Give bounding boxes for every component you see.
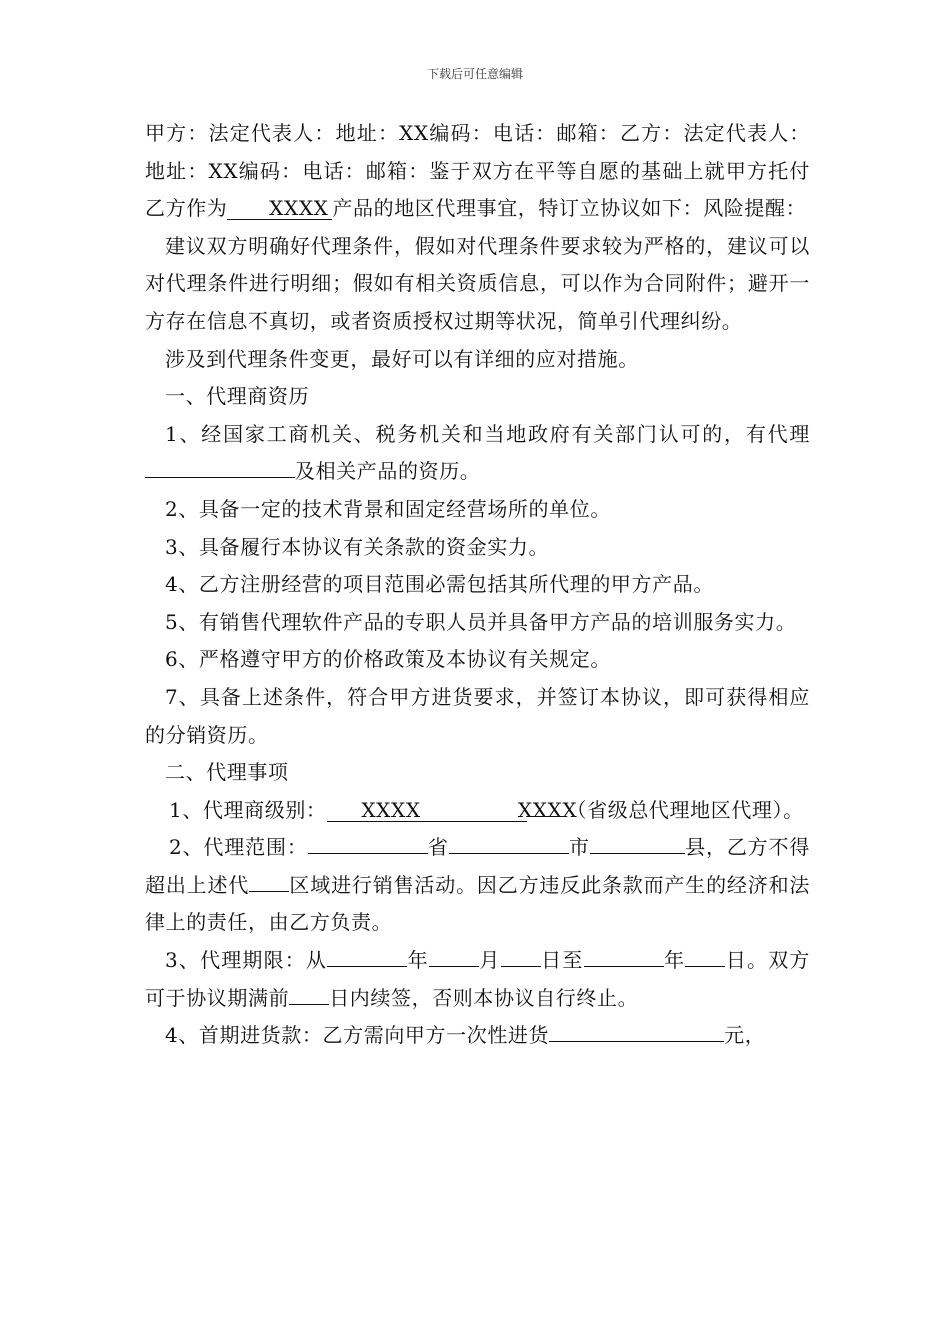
section-2-title: 二、代理事项 xyxy=(165,760,289,785)
s1-item-5: 5、有销售代理软件产品的专职人员并具备甲方产品的培训服务实力。 xyxy=(165,609,797,634)
risk-paragraph-1: 建议双方明确好代理条件，假如对代理条件要求较为严格的，建议可以对代理条件进行明细；假如有相关资质信息，可以作为合同附件；避开一方存在信息不真切，或者资质授权过期等状况，简单引代理纠纷。 xyxy=(145,233,810,333)
section-1-title: 一、代理商资历 xyxy=(165,384,310,409)
s2-item-1: 1、代理商级别： XXXX XXXX（省级总代理地区代理）。 xyxy=(145,792,810,830)
document-body xyxy=(145,115,810,1055)
s2-item-2: 2、代理范围： 省 市 县，乙方不得超出上述代 区域进行销售活动。因乙方违反此条款而产生的经济和法律上的责任，由乙方负责。 xyxy=(145,829,810,942)
first-payment-blank xyxy=(549,1019,724,1042)
intro-paragraph xyxy=(145,115,810,228)
risk-paragraph-2: 涉及到代理条件变更，最好可以有详细的应对措施。 xyxy=(165,346,639,371)
end-day-blank xyxy=(685,944,725,967)
s1-item-2: 2、具备一定的技术背景和固定经营场所的单位。 xyxy=(165,496,611,521)
renewal-days-blank xyxy=(289,982,329,1005)
page-header: 下载后可任意编辑 xyxy=(426,67,523,81)
county-blank xyxy=(590,831,685,854)
agent-level-blank-1: XXXX xyxy=(327,799,407,822)
s1-item-3: 3、具备履行本协议有关条款的资金实力。 xyxy=(165,534,550,559)
s1-item-6: 6、严格遵守甲方的价格政策及本协议有关规定。 xyxy=(165,647,611,672)
s1-item-4: 4、乙方注册经营的项目范围必需包括其所代理的甲方产品。 xyxy=(165,572,714,597)
s2-item-3: 3、代理期限：从 年 月 日至 年 日。双方可于协议期满前 日内续签，否则本协议自行终止。 xyxy=(145,942,810,1017)
end-year-blank xyxy=(584,944,664,967)
agency-scope-blank xyxy=(145,455,295,478)
s1-item-1: 1、经国家工商机关、税务机关和当地政府有关部门认可的，有代理及相关产品的资历。 xyxy=(145,416,810,491)
intro-text-a: 甲方：法定代表人：地址：XX编码：电话：邮箱：乙方：法定代表人：地址：XX编码：电话：邮箱：鉴于双方在平等自愿的基础上就甲方托付乙方作为 xyxy=(145,121,810,221)
start-year-blank xyxy=(327,944,407,967)
city-blank xyxy=(449,831,569,854)
intro-text-b: 产品的地区代理事宜，特订立协议如下：风险提醒： xyxy=(332,196,807,221)
s2-item-4: 4、首期进货款：乙方需向甲方一次性进货 元， xyxy=(145,1017,810,1055)
region-blank xyxy=(249,869,289,892)
product-blank: XXXX xyxy=(227,197,332,220)
agent-level-blank-2: XXXX xyxy=(407,799,527,822)
start-month-blank xyxy=(429,944,479,967)
s1-item-7: 7、具备上述条件，符合甲方进货要求，并签订本协议，即可获得相应的分销资历。 xyxy=(145,684,810,747)
agent-level-blank-3 xyxy=(527,794,567,817)
start-day-blank xyxy=(501,944,541,967)
province-blank xyxy=(308,831,428,854)
